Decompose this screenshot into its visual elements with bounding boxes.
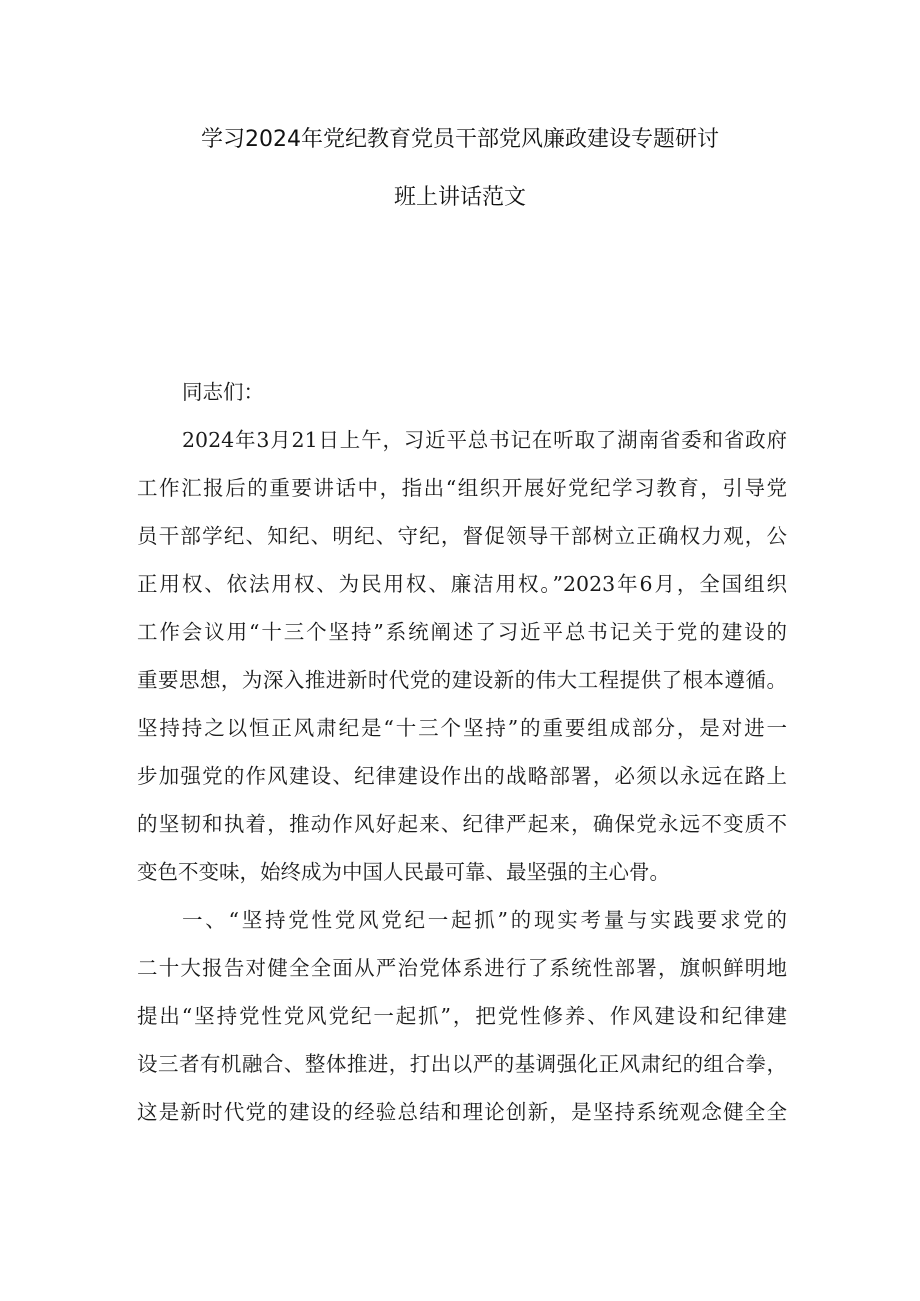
- paragraph-2-line: 这是新时代党的建设的经验总结和理论创新，是坚持系统观念健全全: [137, 1100, 787, 1124]
- paragraph-1-line: 2024年3月21日上午，习近平总书记在听取了湖南省委和省政府: [182, 428, 787, 452]
- paragraph-1-line: 步加强党的作风建设、纪律建设作出的战略部署，必须以永远在路上: [137, 764, 787, 788]
- paragraph-1-line: 工作会议用“十三个坚持”系统阐述了习近平总书记关于党的建设的: [137, 620, 787, 644]
- paragraph-1-line: 坚持持之以恒正风肃纪是“十三个坚持”的重要组成部分，是对进一: [137, 716, 787, 740]
- paragraph-1-line: 正用权、依法用权、为民用权、廉洁用权。”2023年6月，全国组织: [137, 572, 787, 596]
- paragraph-2-line: 二十大报告对健全全面从严治党体系进行了系统性部署，旗帜鲜明地: [137, 956, 787, 980]
- paragraph-2-line: 设三者有机融合、整体推进，打出以严的基调强化正风肃纪的组合拳，: [137, 1052, 787, 1076]
- paragraph-1-line: 员干部学纪、知纪、明纪、守纪，督促领导干部树立正确权力观，公: [137, 524, 787, 548]
- paragraph-1-line: 的坚韧和执着，推动作风好起来、纪律严起来，确保党永远不变质不: [137, 812, 787, 836]
- salutation: 同志们：: [182, 380, 264, 404]
- paragraph-2-line: 提出“坚持党性党风党纪一起抓”，把党性修养、作风建设和纪律建: [137, 1004, 787, 1028]
- paragraph-1-line: 重要思想，为深入推进新时代党的建设新的伟大工程提供了根本遵循。: [137, 668, 787, 692]
- document-title-line-2: 班上讲话范文: [393, 185, 526, 210]
- paragraph-1-line: 变色不变味，始终成为中国人民最可靠、最坚强的主心骨。: [137, 860, 670, 884]
- paragraph-1-line: 工作汇报后的重要讲话中，指出“组织开展好党纪学习教育，引导党: [137, 476, 787, 500]
- section-1-heading-line: 一、“坚持党性党风党纪一起抓”的现实考量与实践要求党的: [182, 908, 787, 932]
- document-title-line-1: 学习2024年党纪教育党员干部党风廉政建设专题研讨: [201, 127, 719, 152]
